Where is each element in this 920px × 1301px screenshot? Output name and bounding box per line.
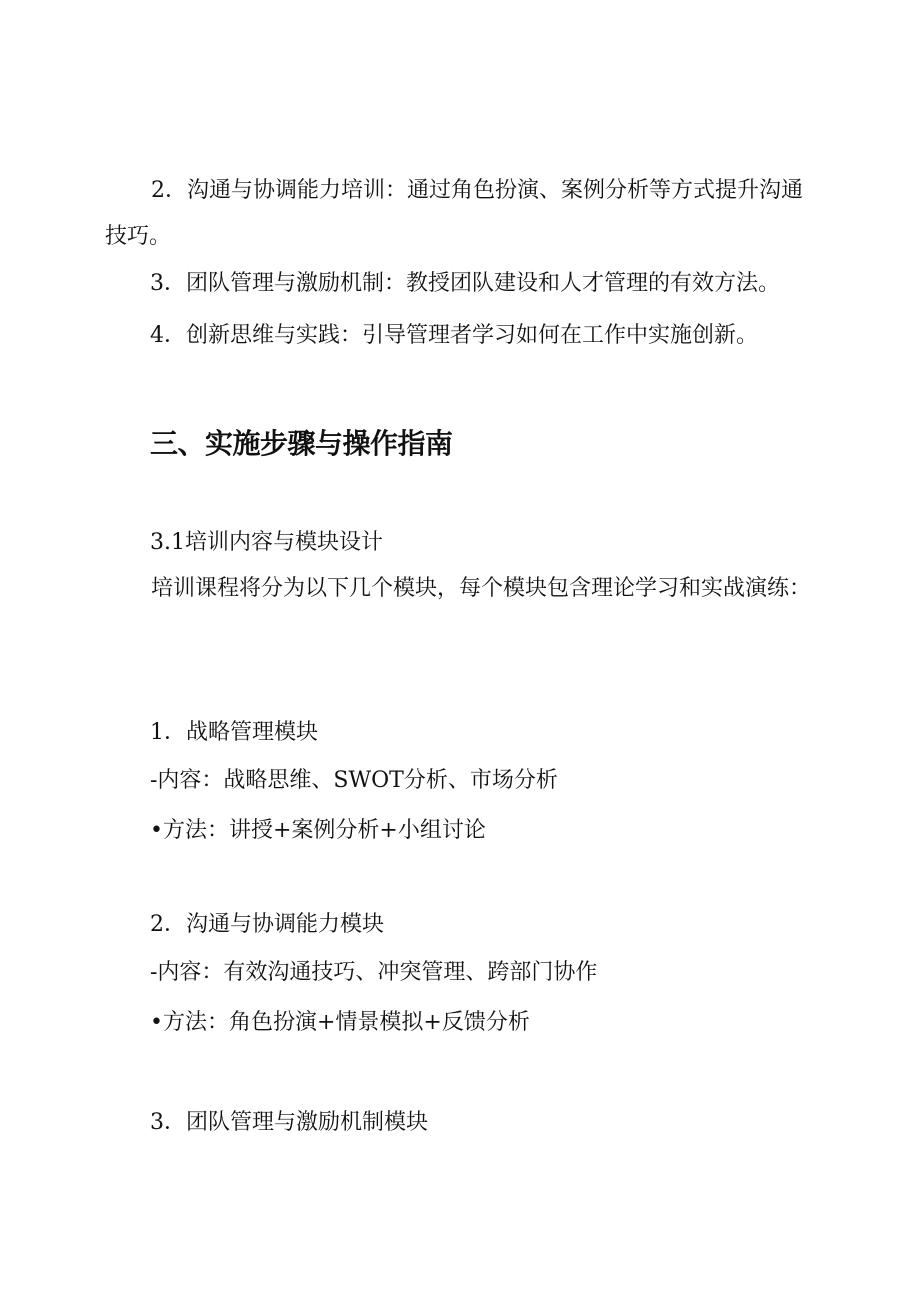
intro-item-team: 3．团队管理与激励机制：教授团队建设和人才管理的有效方法。 bbox=[150, 271, 780, 296]
intro-item-innovation: 4．创新思维与实践：引导管理者学习如何在工作中实施创新。 bbox=[150, 323, 758, 348]
section-heading: 三、实施步骤与操作指南 bbox=[150, 427, 453, 460]
module-method-strategy: •方法：讲授+案例分析+小组讨论 bbox=[150, 818, 486, 843]
module-title-strategy: 1．战略管理模块 bbox=[150, 720, 318, 745]
module-title-team: 3．团队管理与激励机制模块 bbox=[150, 1110, 428, 1135]
module-content-communication: -内容：有效沟通技巧、冲突管理、跨部门协作 bbox=[150, 960, 598, 985]
module-method-communication: •方法：角色扮演+情景模拟+反馈分析 bbox=[150, 1010, 530, 1035]
intro-item-communication: 2．沟通与协调能力培训：通过角色扮演、案例分析等方式提升沟通技巧。 bbox=[105, 178, 803, 249]
module-content-strategy: -内容：战略思维、SWOT分析、市场分析 bbox=[150, 768, 558, 793]
module-title-communication: 2．沟通与协调能力模块 bbox=[150, 912, 384, 937]
section-subheading: 3.1培训内容与模块设计 bbox=[150, 530, 383, 555]
section-intro: 培训课程将分为以下几个模块，每个模块包含理论学习和实战演练： bbox=[151, 576, 812, 601]
